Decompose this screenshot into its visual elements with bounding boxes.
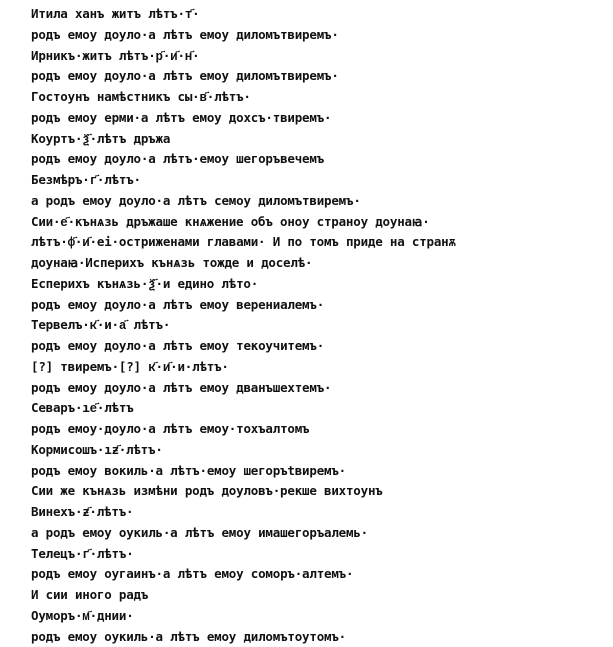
text-line: родъ емоу доуло·а лѣтъ емоу верениалемъ· [31,295,606,316]
text-line: а родъ емоу доуло·а лѣтъ семоу диломътвиремъ· [31,191,606,212]
text-line: родъ емоу доуло·а лѣтъ емоу диломътвиремъ· [31,25,606,46]
text-line: Ирникъ·житъ лѣтъ·р҃·и҃·н҃· [31,46,606,67]
text-line: Сии·е҃·кънѧзь дръжаше кнѧжение объ оноу странoу доунаꙗ· [31,212,606,233]
text-line: Тервелъ·к҃·и·а҃ лѣтъ· [31,315,606,336]
text-line: родъ емоу оукиль·а лѣтъ емоу диломътоутомъ· [31,627,606,647]
text-line: Винехъ·ƶ҃·лѣтъ· [31,502,606,523]
text-line: родъ емоу доуло·а лѣтъ емоу дванъшехтемъ· [31,378,606,399]
text-line: Гостоунъ намѣстникъ сы·в҃·лѣтъ· [31,87,606,108]
text-line: Кормисошъ·ıƶ҃·лѣтъ· [31,440,606,461]
text-block [31,4,606,647]
text-line: родъ емоу вокиль·а лѣтъ·емоу шегоръtвиремъ· [31,461,606,482]
text-line: Оуморъ·м҃·днии· [31,606,606,627]
text-line: родъ емоу доуло·а лѣтъ емоу диломътвиремъ· [31,66,606,87]
text-line: Итила ханъ житъ лѣтъ·т҃· [31,4,606,25]
text-line: родъ емоу ерми·а лѣтъ емоу дохсъ·твиремъ· [31,108,606,129]
text-line: Есперихъ кънѧзь·ѯ҃·и едино лѣто· [31,274,606,295]
text-line: Телецъ·г҃·лѣтъ· [31,544,606,565]
text-line: Сии же кънѧзь измѣни родъ доуловъ·рекше вихтоунъ [31,481,606,502]
text-line: Коуртъ·ѯ҃·лѣтъ дръжа [31,129,606,150]
text-line: родъ емоу доуло·а лѣтъ емоу текоучитемъ· [31,336,606,357]
text-line: И сии иного радъ [31,585,606,606]
text-line: Безмѣръ·г҃·лѣтъ· [31,170,606,191]
text-line: доунаꙗ·Исперихъ кънѧзь тожде и доселѣ· [31,253,606,274]
text-line: лѣтъ·ф҃·и҃·еі·остриженами главами· И по томъ приде на странѫ [31,232,606,253]
text-line: родъ емоу·доуло·а лѣтъ емоу·тохъалтомъ [31,419,606,440]
text-line: родъ емоу оугаинъ·а лѣтъ емоу соморъ·алтемъ· [31,564,606,585]
text-line: [?] твиремъ·[?] к҃·и҃·и·лѣтъ· [31,357,606,378]
text-line: родъ емоу доуло·а лѣтъ·емоу шегоръвечемъ [31,149,606,170]
text-line: а родъ емоу оукиль·а лѣтъ емоу имашегоръалемь· [31,523,606,544]
text-line: Севаръ·ıе҃·лѣтъ [31,398,606,419]
